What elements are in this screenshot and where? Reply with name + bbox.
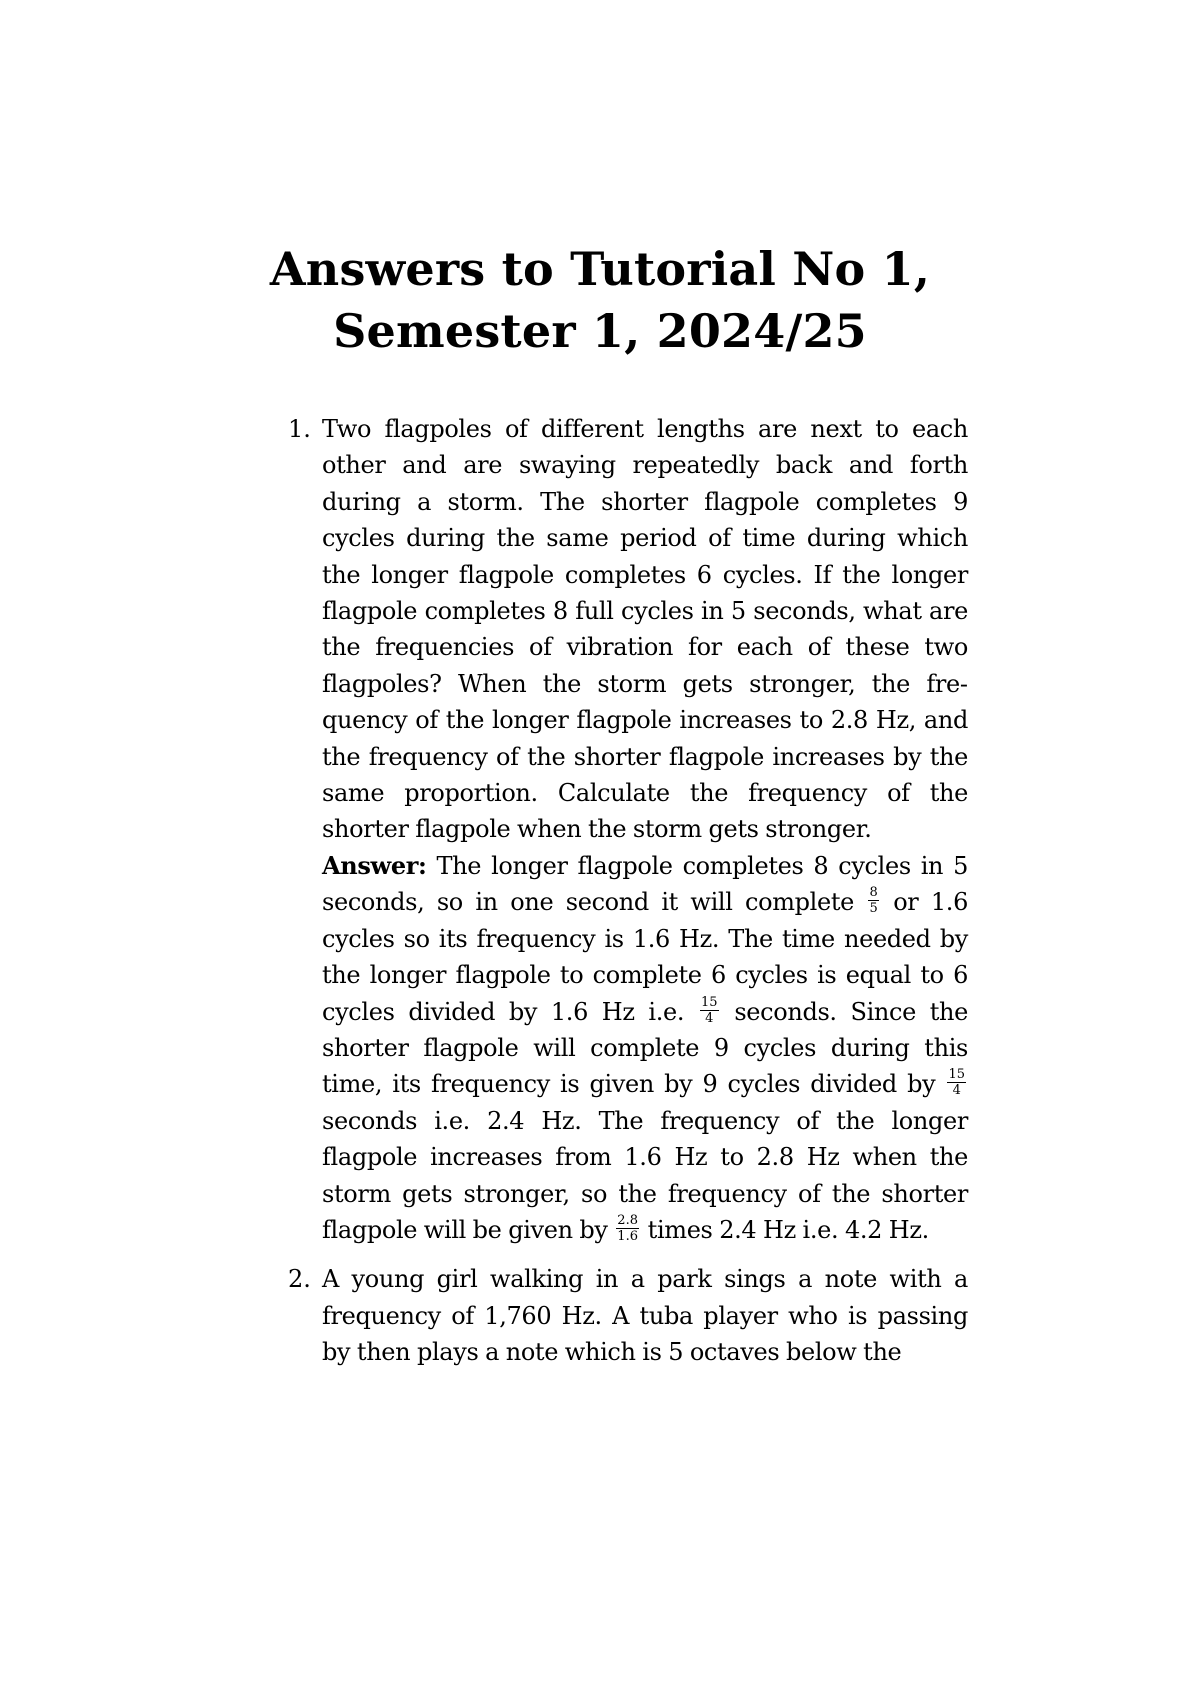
fraction-8-over-5 bbox=[868, 886, 878, 915]
answer-segment-5: times 2.4 Hz i.e. 4.2 Hz. bbox=[647, 1215, 929, 1244]
fraction-numerator: 15 bbox=[700, 994, 718, 1010]
fraction-15-over-4 bbox=[947, 1068, 966, 1097]
fraction-denominator: 4 bbox=[952, 1083, 961, 1099]
fraction-2-8-over-1-6 bbox=[616, 1214, 639, 1243]
question-item-1 bbox=[288, 411, 968, 1248]
page-title bbox=[240, 238, 960, 362]
title-line-1: Answers to Tutorial No 1, bbox=[269, 242, 931, 296]
answer-segment-4: seconds i.e. 2.4 Hz. The frequency of the longer flagpole increases from 1.6 Hz to 2.8 Hz when the storm gets stronger, so the frequency of the shorter flagpole will be given by bbox=[322, 1106, 968, 1244]
question-item-2 bbox=[288, 1261, 968, 1370]
fraction-15-over-4 bbox=[700, 996, 719, 1025]
fraction-denominator: 4 bbox=[705, 1010, 714, 1026]
question-number-2: 2. bbox=[288, 1265, 311, 1294]
answer-segment-1: The longer flagpole completes 8 cycles in 5 seconds, so in one second it will complete bbox=[322, 851, 968, 917]
question-number-1: 1. bbox=[288, 415, 311, 443]
answer-text-1 bbox=[322, 848, 968, 1248]
fraction-numerator: 8 bbox=[869, 885, 878, 901]
question-list bbox=[288, 411, 968, 1371]
answer-segment-2: or 1.6 cycles so its frequency is 1.6 Hz. The time needed by the longer flagpole to complete 6 cycles is equal to 6 cycles divided by 1.6 Hz i.e. bbox=[322, 888, 968, 1026]
question-text-2: A young girl walking in a park sings a note with a frequency of 1,760 Hz. A tuba player who is passing by then plays a note which is 5 octaves below the bbox=[322, 1265, 968, 1367]
answer-label: Answer: bbox=[322, 850, 427, 880]
question-text-1: Two flagpoles of different lengths are next to each other and are swaying repeatedly back and forth during a storm. The shorter flagpole completes 9 cycles during the same period of time during which the longer flagpole completes 6 cycles. If the longer flagpole completes 8 full cycles in 5 seconds, what are the frequencies of vibration for each of these two flagpoles? When the storm gets stronger, the frequency of the longer flagpole increases to 2.8 Hz, and the frequency of the shorter flagpole increases by the same proportion. Calculate the frequency of the shorter flagpole when the storm gets stronger. bbox=[322, 415, 968, 844]
title-line-2: Semester 1, 2024/25 bbox=[333, 304, 867, 358]
fraction-denominator: 1.6 bbox=[617, 1228, 638, 1244]
fraction-denominator: 5 bbox=[869, 901, 878, 917]
fraction-numerator: 15 bbox=[948, 1067, 965, 1083]
fraction-numerator: 2.8 bbox=[617, 1212, 638, 1228]
answer-segment-3: seconds. Since the shorter flagpole will complete 9 cycles during this time, its frequency is given by 9 cycles divided by bbox=[322, 997, 969, 1099]
